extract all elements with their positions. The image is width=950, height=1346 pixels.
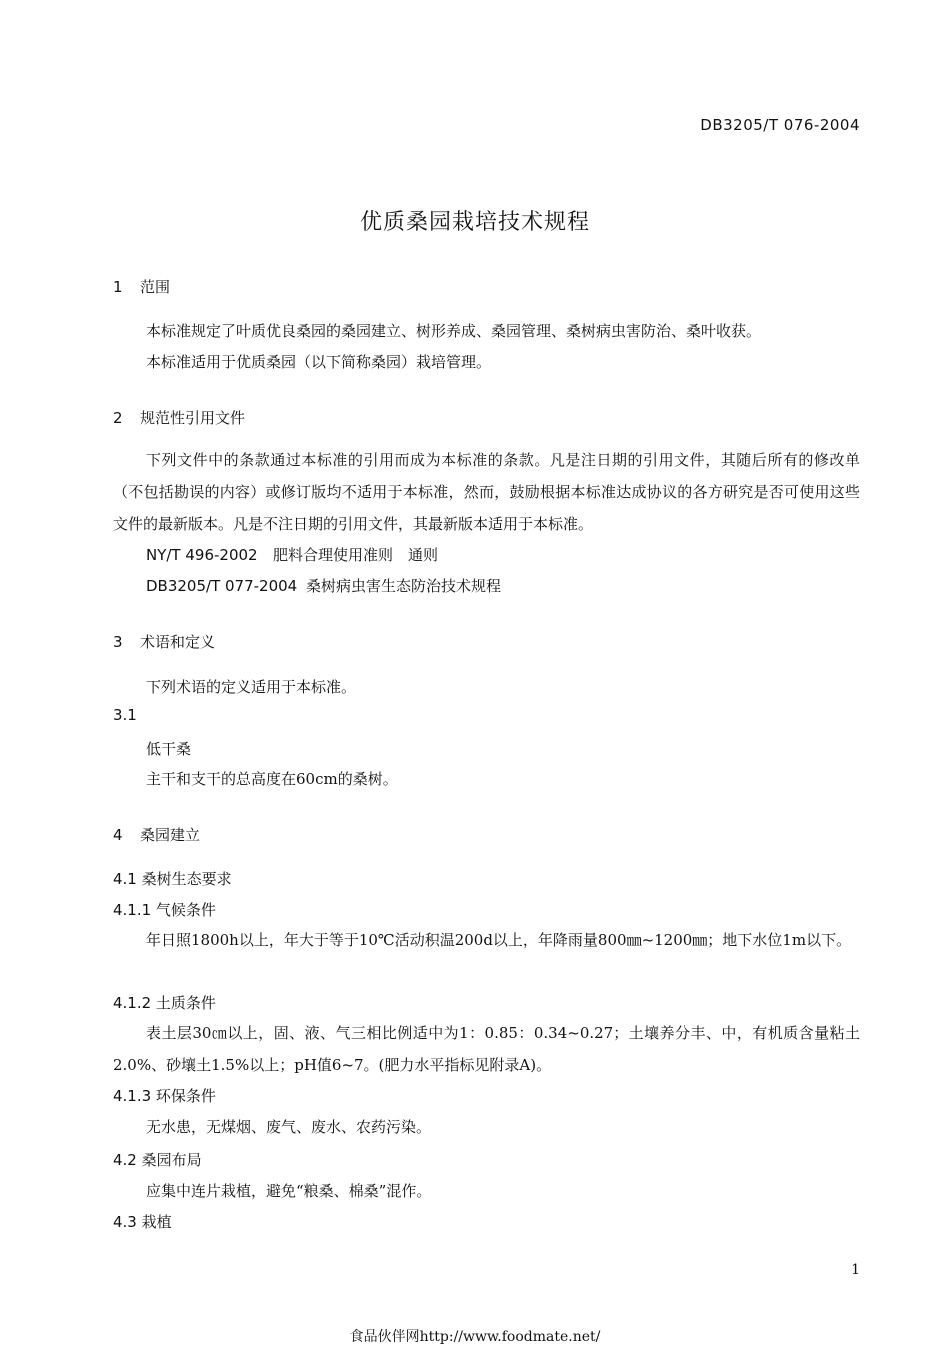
term-number: 3.1 <box>113 706 137 724</box>
subsection-4-2-heading: 4.2 桑园布局 <box>113 1151 202 1169</box>
subsection-4-1-2-heading: 4.1.2 土质条件 <box>113 994 216 1012</box>
section-4-heading <box>113 824 200 845</box>
section-1-paragraph-2: 本标准适用于优质桑园（以下简称桑园）栽培管理。 <box>146 353 492 371</box>
section-title: 术语和定义 <box>140 633 216 651</box>
section-number: 2 <box>113 409 123 427</box>
reference-item <box>146 544 438 565</box>
subsection-4-1-1-text: 年日照1800h以上，年大于等于10℃活动积温200d以上，年降雨量800㎜~1200㎜；地下水位1m以下。 <box>146 931 852 949</box>
section-2-paragraph-1: 下列文件中的条款通过本标准的引用而成为本标准的条款。凡是注日期的引用文件，其随后所有的修改单（不包括勘误的内容）或修订版均不适用于本标准，然而，鼓励根据本标准达成协议的各方研究是否可使用这些文件的最新版本。凡是不注日期的引用文件，其最新版本适用于本标准。 <box>113 451 860 533</box>
section-1-paragraph-1: 本标准规定了叶质优良桑园的桑园建立、树形养成、桑园管理、桑树病虫害防治、桑叶收获。 <box>146 322 762 340</box>
subsection-4-1-heading: 4.1 桑树生态要求 <box>113 870 232 888</box>
section-title: 范围 <box>140 278 171 296</box>
section-3-heading <box>113 631 215 652</box>
page-number: 1 <box>851 1262 860 1278</box>
term-name: 低干桑 <box>146 740 192 758</box>
subsection-4-1-2-text: 表土层30㎝以上，固、液、气三相比例适中为1：0.85：0.34~0.27；土壤养分丰、中，有机质含量粘土2.0%、砂壤土1.5%以上；pH值6~7。(肥力水平指标见附录A)。 <box>113 1024 860 1074</box>
section-title: 桑园建立 <box>140 826 201 844</box>
reference-item <box>146 575 501 596</box>
section-number: 1 <box>113 278 123 296</box>
section-number: 4 <box>113 826 123 844</box>
section-3-paragraph-1: 下列术语的定义适用于本标准。 <box>146 678 357 696</box>
subsection-4-1-3-text: 无水患，无煤烟、废气、废水、农药污染。 <box>146 1118 432 1136</box>
reference-code: NY/T 496-2002 <box>146 546 258 564</box>
term-definition: 主干和支干的总高度在60cm的桑树。 <box>146 770 398 788</box>
footer-watermark: 食品伙伴网http://www.foodmate.net/ <box>349 1329 601 1345</box>
section-title: 规范性引用文件 <box>140 409 246 427</box>
reference-name: 桑树病虫害生态防治技术规程 <box>306 577 502 595</box>
subsection-4-1-1-heading: 4.1.1 气候条件 <box>113 901 216 919</box>
document-title: 优质桑园栽培技术规程 <box>359 210 590 235</box>
subsection-4-1-3-heading: 4.1.3 环保条件 <box>113 1087 216 1105</box>
document-code: DB3205/T 076-2004 <box>700 116 860 134</box>
subsection-4-2-text: 应集中连片栽植，避免“粮桑、棉桑”混作。 <box>146 1182 432 1200</box>
section-1-heading <box>113 276 170 297</box>
section-2-heading <box>113 407 245 428</box>
reference-name: 肥料合理使用准则 通则 <box>273 546 439 564</box>
subsection-4-3-heading: 4.3 栽植 <box>113 1213 172 1231</box>
reference-code: DB3205/T 077-2004 <box>146 577 298 595</box>
section-number: 3 <box>113 633 123 651</box>
